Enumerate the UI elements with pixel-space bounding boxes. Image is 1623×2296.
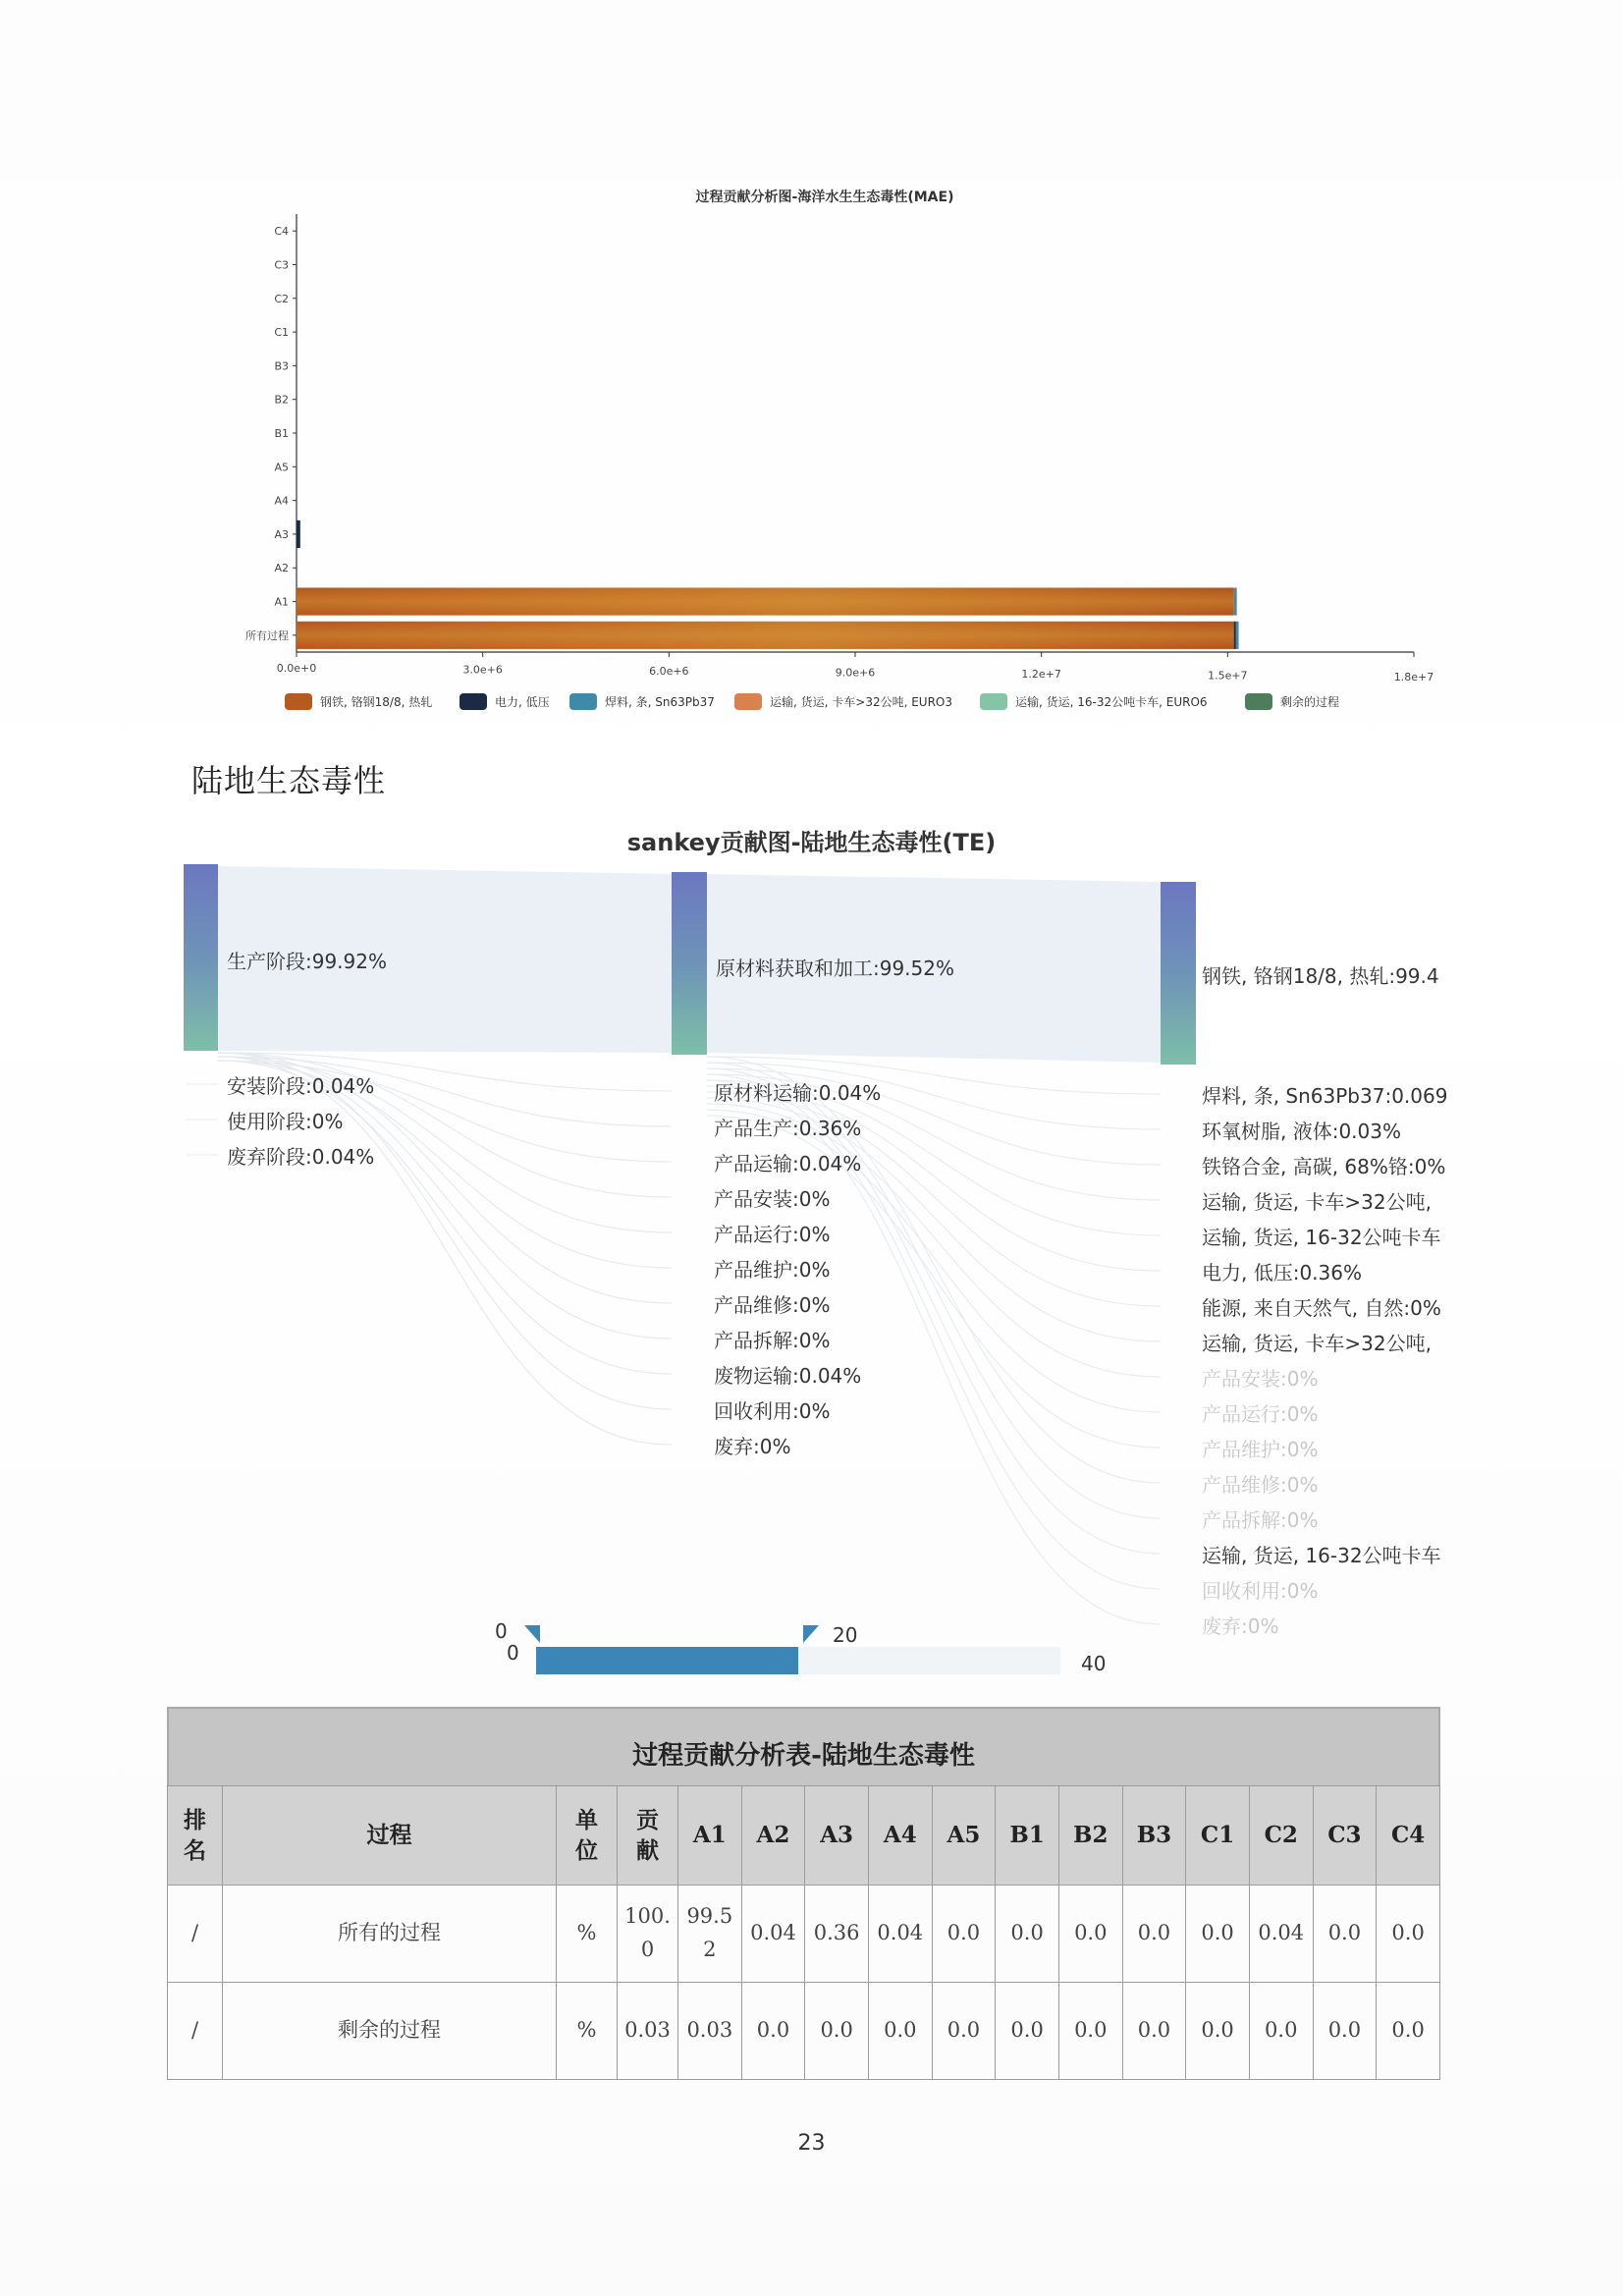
table-cell: % xyxy=(557,1983,618,2080)
y-tick-label: 所有过程 xyxy=(245,629,289,642)
table-header-cell: A5 xyxy=(932,1786,996,1886)
table-cell: 0.0 xyxy=(1313,1886,1377,1983)
sankey-col3-labels xyxy=(1198,845,1448,1650)
table-header-cell: 贡 献 xyxy=(618,1786,678,1886)
y-tick-label: A3 xyxy=(274,527,289,541)
legend-swatch xyxy=(980,693,1007,710)
sankey-col3-minor-label: 废弃:0% xyxy=(1202,1614,1279,1638)
slider-handle-left[interactable] xyxy=(522,1623,542,1645)
sankey-col2-minor-label: 废弃:0% xyxy=(714,1435,791,1458)
sankey-col2-minor-label: 产品维修:0% xyxy=(714,1293,831,1317)
section-heading: 陆地生态毒性 xyxy=(191,762,387,799)
legend-item[interactable] xyxy=(569,689,715,713)
sankey-col3-minor-label: 环氧树脂, 液体:0.03% xyxy=(1202,1120,1401,1143)
sankey-col3-minor-label: 产品维修:0% xyxy=(1202,1473,1319,1497)
legend-swatch xyxy=(734,693,762,710)
table-cell: 0.0 xyxy=(1122,1886,1186,1983)
table-header-cell: 单 位 xyxy=(557,1786,618,1886)
sankey-col2-minor-label: 产品运行:0% xyxy=(714,1223,831,1246)
table-header-cell: 过程 xyxy=(223,1786,557,1886)
sankey-col3-minor-label: 产品运行:0% xyxy=(1202,1402,1319,1426)
slider-handle-right[interactable] xyxy=(801,1623,821,1645)
table-row xyxy=(168,1886,1440,1983)
sankey-node-production[interactable] xyxy=(184,864,218,1051)
sankey-col2-minor-label: 产品维护:0% xyxy=(714,1258,831,1282)
y-tick-label: B1 xyxy=(274,427,289,440)
contribution-table xyxy=(167,1707,1440,2080)
table-cell: 100.0 xyxy=(618,1886,678,1983)
sankey-col2-minor-label: 产品安装:0% xyxy=(714,1187,831,1211)
sankey-col3-minor-label: 运输, 货运, 16-32公吨卡车 xyxy=(1202,1544,1441,1567)
mae-bar-chart xyxy=(196,177,1473,727)
table-cell: 0.0 xyxy=(1249,1983,1313,2080)
sankey-col3-minor-label: 能源, 来自天然气, 自然:0% xyxy=(1202,1296,1441,1320)
sankey-label-production: 生产阶段:99.92% xyxy=(227,950,387,973)
y-tick-label: C2 xyxy=(274,292,289,305)
table-cell: 0.0 xyxy=(1122,1983,1186,2080)
table-cell: 0.0 xyxy=(1186,1983,1250,2080)
table-row xyxy=(168,1983,1440,2080)
slider-max-label: 40 xyxy=(1081,1652,1107,1675)
legend-label: 运输, 货运, 卡车>32公吨, EURO3 xyxy=(770,694,952,709)
chart-title: 过程贡献分析图-海洋水生生态毒性(MAE) xyxy=(695,190,954,205)
x-tick-label: 6.0e+6 xyxy=(649,665,689,678)
legend-item[interactable] xyxy=(285,689,432,713)
bar-segment-shine xyxy=(297,622,1234,649)
y-tick-label: A2 xyxy=(274,562,289,575)
table-header-cell: B2 xyxy=(1058,1786,1122,1886)
table-cell: 0.0 xyxy=(1186,1886,1250,1983)
sankey-col2-minor-label: 产品拆解:0% xyxy=(714,1329,831,1352)
slider-fill xyxy=(536,1647,798,1674)
table-header-cell: B1 xyxy=(996,1786,1059,1886)
bar-segment xyxy=(297,520,300,548)
table-cell: 0.04 xyxy=(1249,1886,1313,1983)
x-tick-label: 9.0e+6 xyxy=(835,666,876,680)
table-cell: / xyxy=(168,1983,223,2080)
table-header-cell: C3 xyxy=(1313,1786,1377,1886)
table-title: 过程贡献分析表-陆地生态毒性 xyxy=(167,1707,1440,1785)
sankey-col3-minor-label: 产品拆解:0% xyxy=(1202,1508,1319,1532)
legend-item[interactable] xyxy=(460,689,550,713)
sankey-col2-minor-label: 回收利用:0% xyxy=(714,1399,831,1423)
bar-segment xyxy=(1234,587,1237,615)
slider-min-label-top: 0 xyxy=(495,1619,508,1643)
sankey-label-steel: 钢铁, 铬钢18/8, 热轧:99.4 xyxy=(1202,964,1439,988)
y-tick-label: B2 xyxy=(274,393,289,407)
sankey-col1-minor-label: 使用阶段:0% xyxy=(227,1110,344,1133)
sankey-label-raw-material: 原材料获取和加工:99.52% xyxy=(716,957,954,980)
table-cell: 99.52 xyxy=(678,1886,742,1983)
table-cell: 0.0 xyxy=(932,1983,996,2080)
y-tick-label: C3 xyxy=(274,258,289,272)
table-cell: / xyxy=(168,1886,223,1983)
legend-swatch xyxy=(285,693,312,710)
sankey-col3-minor-label: 运输, 货运, 卡车>32公吨, xyxy=(1202,1332,1432,1355)
table-cell: 0.0 xyxy=(1058,1886,1122,1983)
sankey-col3-minor-label: 运输, 货运, 卡车>32公吨, xyxy=(1202,1190,1432,1214)
sankey-col3-minor-label: 产品安装:0% xyxy=(1202,1367,1319,1391)
sankey-col3-minor-label: 电力, 低压:0.36% xyxy=(1202,1261,1362,1285)
x-tick-label: 0.0e+0 xyxy=(276,662,317,675)
sankey-title: sankey贡献图-陆地生态毒性(TE) xyxy=(626,829,997,856)
legend-label: 剩余的过程 xyxy=(1280,694,1340,709)
table-cell: 0.0 xyxy=(1377,1886,1440,1983)
y-tick-label: A4 xyxy=(274,494,289,508)
x-tick-label: 3.0e+6 xyxy=(462,663,503,677)
table-header-cell: C4 xyxy=(1377,1786,1440,1886)
sankey-link xyxy=(218,1057,672,1339)
table-header-cell: C1 xyxy=(1186,1786,1250,1886)
sankey-col3-minor-label: 铁铬合金, 高碳, 68%铬:0% xyxy=(1202,1155,1446,1178)
table-cell: 0.0 xyxy=(1058,1983,1122,2080)
table-cell: 0.04 xyxy=(741,1886,805,1983)
y-tick-label: C4 xyxy=(274,225,289,239)
table-cell: 0.36 xyxy=(805,1886,869,1983)
legend-item[interactable] xyxy=(734,689,952,713)
table-cell: 0.03 xyxy=(618,1983,678,2080)
chart-bars xyxy=(297,520,1239,649)
sankey-col2-minor-label: 原材料运输:0.04% xyxy=(714,1081,882,1105)
legend-item[interactable] xyxy=(1245,689,1339,713)
sankey-node-raw-material[interactable] xyxy=(672,872,707,1055)
table-cell: 0.0 xyxy=(1377,1983,1440,2080)
x-tick-label: 1.5e+7 xyxy=(1208,669,1248,683)
table-cell: 剩余的过程 xyxy=(223,1983,557,2080)
table-header-cell: A3 xyxy=(805,1786,869,1886)
table-cell: 0.0 xyxy=(1313,1983,1377,2080)
page-number: 23 xyxy=(797,2131,826,2156)
table-cell: 0.04 xyxy=(868,1886,932,1983)
table-cell: 0.0 xyxy=(868,1983,932,2080)
bar-segment xyxy=(1236,622,1239,649)
y-tick-label: B3 xyxy=(274,359,289,373)
sankey-col1-minor-label: 安装阶段:0.04% xyxy=(227,1074,375,1098)
table-header-cell: A2 xyxy=(741,1786,805,1886)
table-header-cell: 排 名 xyxy=(168,1786,223,1886)
x-tick-label: 1.2e+7 xyxy=(1021,668,1061,681)
legend-label: 焊料, 条, Sn63Pb37 xyxy=(605,694,715,709)
slider-handle-label: 20 xyxy=(833,1623,858,1647)
table-cell: 0.0 xyxy=(996,1983,1059,2080)
chart-legend xyxy=(285,689,1443,719)
table-header-cell: C2 xyxy=(1249,1786,1313,1886)
bar-segment-shine xyxy=(297,587,1234,615)
sankey-col3-minor-label: 运输, 货运, 16-32公吨卡车 xyxy=(1202,1226,1441,1249)
y-tick-label: C1 xyxy=(274,326,289,340)
legend-label: 运输, 货运, 16-32公吨卡车, EURO6 xyxy=(1015,694,1208,709)
table-cell: 0.0 xyxy=(932,1886,996,1983)
sankey-col3-minor-label: 焊料, 条, Sn63Pb37:0.069 xyxy=(1202,1084,1448,1108)
sankey-links xyxy=(187,1053,1161,1624)
legend-label: 钢铁, 铬钢18/8, 热轧 xyxy=(320,694,433,709)
visual-map-slider[interactable] xyxy=(481,1615,1129,1694)
slider-min-label: 0 xyxy=(507,1641,519,1665)
table-cell: 0.03 xyxy=(678,1983,742,2080)
table-cell: 0.0 xyxy=(996,1886,1059,1983)
sankey-col2-minor-label: 废物运输:0.04% xyxy=(714,1364,862,1388)
table-header-row xyxy=(168,1786,1440,1886)
table-cell: 0.0 xyxy=(805,1983,869,2080)
legend-item[interactable] xyxy=(980,689,1208,713)
table-header-cell: A4 xyxy=(868,1786,932,1886)
legend-swatch xyxy=(569,693,597,710)
legend-swatch xyxy=(460,693,487,710)
legend-label: 电力, 低压 xyxy=(495,694,550,709)
table-cell: 0.0 xyxy=(741,1983,805,2080)
y-tick-label: A1 xyxy=(274,595,289,609)
sankey-col2-minor-label: 产品生产:0.36% xyxy=(714,1117,862,1140)
sankey-node-steel[interactable] xyxy=(1161,882,1196,1065)
table-cell: % xyxy=(557,1886,618,1983)
table-cell: 所有的过程 xyxy=(223,1886,557,1983)
sankey-col3-minor-label: 产品维护:0% xyxy=(1202,1438,1319,1461)
sankey-col2-minor-label: 产品运输:0.04% xyxy=(714,1152,862,1175)
sankey-col1-minor-label: 废弃阶段:0.04% xyxy=(227,1145,375,1169)
sankey-col3-minor-label: 回收利用:0% xyxy=(1202,1579,1319,1603)
table-header-cell: A1 xyxy=(678,1786,742,1886)
table-header-cell: B3 xyxy=(1122,1786,1186,1886)
legend-swatch xyxy=(1245,693,1272,710)
x-tick-label: 1.8e+7 xyxy=(1393,671,1434,683)
y-tick-label: A5 xyxy=(274,461,289,474)
